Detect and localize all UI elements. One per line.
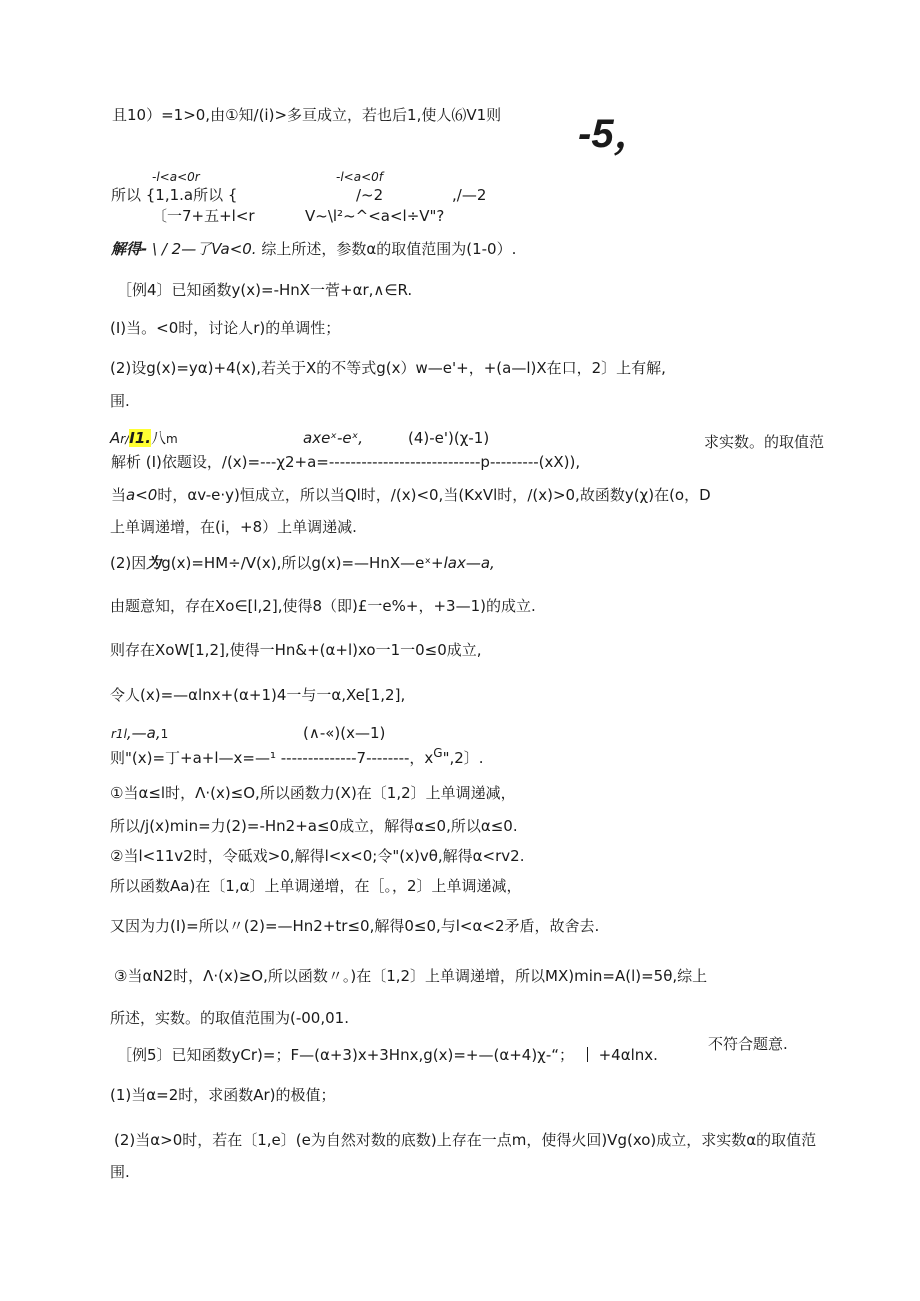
large-margin-number: -5， [578,112,654,156]
text-line: -l<a<0f [336,170,383,184]
text-line: 所以 {1,1.a所以 { [111,186,238,204]
text-line: /~2 [356,186,384,204]
text-fragment: G [433,746,443,760]
text-fragment: ［例5〕已知函数yCr)=；F—(α+3)x+3Hnx,g(x)=+—(α+4)χ-“； [117,1046,575,1064]
text-line: (2)设g(x)=yα)+4(x),若关于X的不等式g(x）w—e'+，+(a—l)X在口，2〕上有解, [110,359,666,377]
text-line: (∧-«)(x—1) [303,724,386,742]
text-line: 上单调递增，在(i，+8）上单调递减. [110,518,357,536]
text-line: 又因为力(I)=所以〃(2)=—Hn2+tr≤0,解得0≤0,与l<α<2矛盾，故舍去. [110,917,600,935]
text-fragment: 八 [150,429,166,447]
vertical-bar-mark [587,1047,588,1062]
text-line: ①当α≤l时，Λ·(x)≤O,所以函数力(X)在〔1,2〕上单调递减， [110,784,516,802]
example-heading: ［例4〕已知函数y(x)=-HnX一菅+αr,∧∈R. [117,281,413,299]
text-line: (1)当α=2时，求函数Ar)的极值； [110,1086,336,1104]
text-line: axeˣ-eˣ, [303,429,364,447]
text-fragment: a<0 [126,486,158,504]
text-line: 且10）=1>0,由①知/(i)>多亘成立，若也后1,使人⑹V1则 [112,106,502,124]
text-fragment: 为 [146,554,162,572]
text-line: (I)当。<0时，讨论人r)的单调性； [110,319,341,337]
text-line: 不符合题意. [708,1035,788,1053]
text-line: 〔一7+五+l<r [152,207,255,225]
text-fragment: ",2〕. [442,749,484,767]
text-fragment: 综上所述，参数α的取值范围为(1-0）. [261,240,517,258]
text-line: 围. [110,1163,130,1181]
text-fragment: m [165,432,178,446]
text-line: 所以函数Aa)在〔1,α〕上单调递增，在［。，2〕上单调递减， [110,877,522,895]
text-fragment: \ / 2—了Va<0. [152,240,257,258]
text-line [111,486,711,504]
text-fragment: +4αlnx. [598,1046,658,1064]
text-line: (4)-e')(χ-1) [408,429,490,447]
text-fragment: r/ [120,432,130,446]
text-fragment: 则"(x)=丁+a+l—x=—¹ --------------7--------，x [110,749,434,767]
text-fragment: (2)因 [110,554,147,572]
text-fragment: 解得- [111,240,148,258]
text-line: 解析 (I)依题设，/(x)=---χ2+a=----------------------------p---------(xX)), [111,453,581,471]
text-line: (2)当α>0时，若在〔1,e〕(e为自然对数的底数)上存在一点m，使得火回)Vg(xo)成立，求实数α的取值范 [114,1131,817,1149]
text-line [111,724,168,743]
text-line: ②当l<11v2时，令砥戏>0,解得l<x<0;令"(x)vθ,解得α<rv2. [110,847,525,865]
example-heading [117,1046,658,1064]
text-line [110,744,484,767]
text-line: 所以/j(x)min=力(2)=-Hn2+a≤0成立，解得α≤0,所以α≤0. [110,817,518,835]
text-line: 围. [110,392,130,410]
text-fragment: ,—a, [126,724,161,742]
text-line: 则存在XoW[1,2],使得一Hn&+(α+l)xo一1一0≤0成立, [110,641,482,659]
text-line: 由题意知，存在Xo∈[l,2],使得8（即)£一e%+，+3—1)的成立. [110,597,536,615]
text-fragment: A [110,429,121,447]
text-fragment: 时，αv-e·y)恒成立，所以当Ql时，/(x)<0,当(KxVl时，/(x)>0,故函数y(χ)在(o，D [157,486,711,504]
text-fragment: g(x)=HM÷/V(x),所以g(x)=—HnX—eˣ+ [161,554,444,572]
text-line [111,240,516,258]
text-fragment: 1 [160,727,169,741]
text-fragment: r1l [111,727,127,741]
text-line: 所述，实数。的取值范围为(-00,01. [110,1009,349,1027]
text-line: V~\l²~^<a<l÷V"? [305,207,445,225]
text-line [110,554,495,572]
highlighted-text: I1. [129,429,151,447]
text-line: ③当αN2时，Λ·(x)≥O,所以函数〃。)在〔1,2〕上单调递增，所以MX)min=A(l)=5θ,综上 [114,967,708,985]
text-fragment: lax—a, [443,554,495,572]
text-line [110,429,178,448]
text-line: ,/—2 [452,186,487,204]
text-line: 令人(x)=—αlnx+(α+1)4一与一α,Xe[1,2], [110,686,406,704]
text-fragment: 当 [111,486,127,504]
text-line: 求实数。的取值范 [704,433,825,451]
text-line: -l<a<0r [152,170,200,184]
